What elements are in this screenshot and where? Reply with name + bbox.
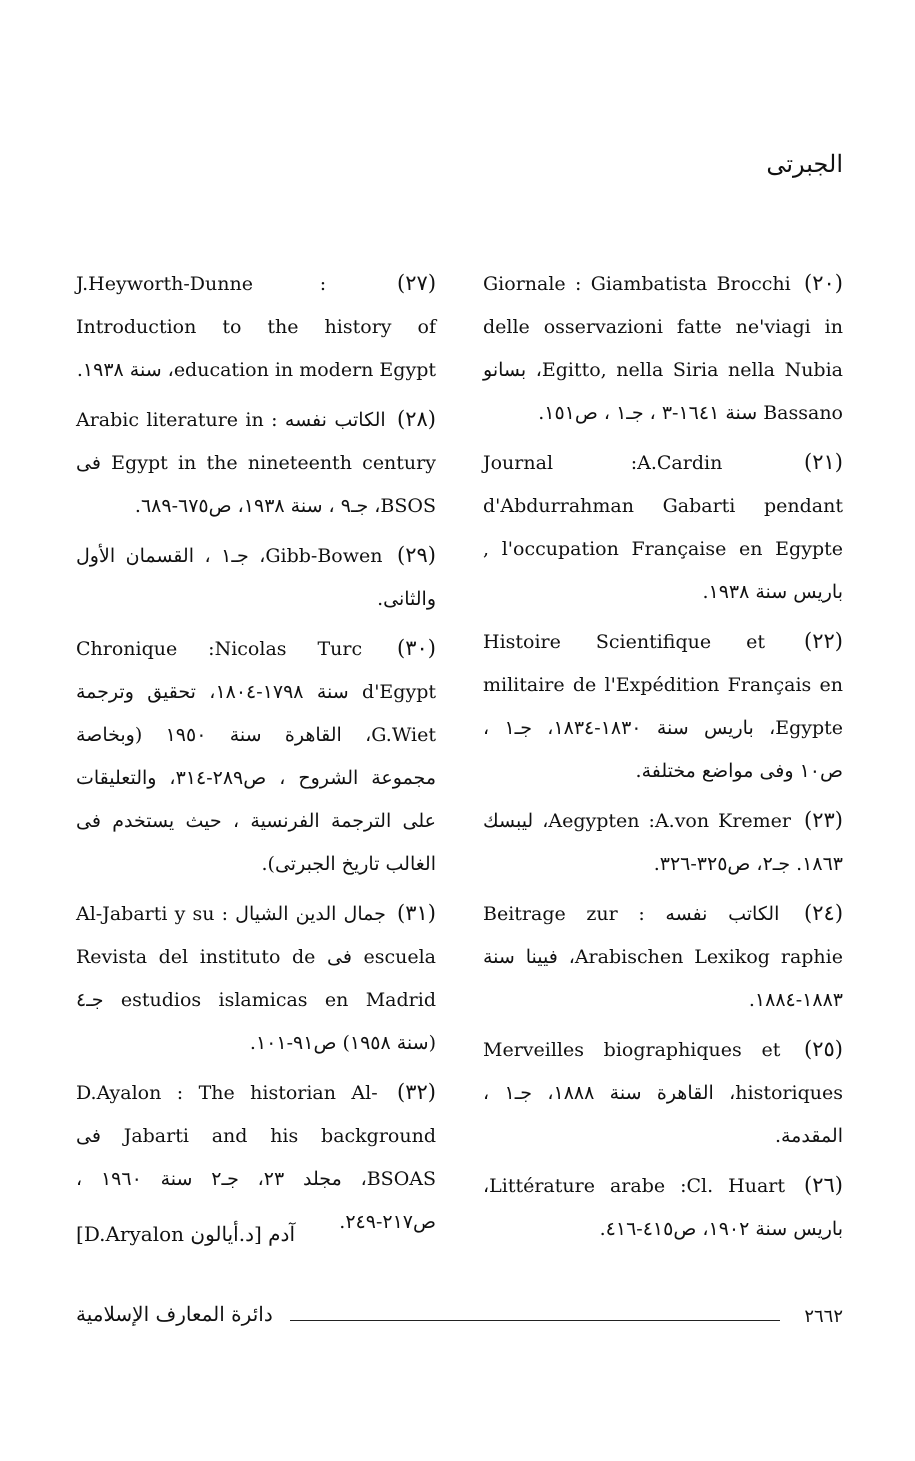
references-column-right: [483, 262, 843, 1257]
running-title: الجبرتى: [766, 150, 843, 178]
reference-item: [483, 1164, 843, 1251]
reference-text: Gibb-Bowen، جـ١ ، القسمان الأول والثانى.: [76, 545, 436, 610]
reference-text: Chronique :Nicolas Turc d'Egypt سنة ١٧٩٨-١٨٠٤، تحقيق وترجمة G.Wiet، القاهرة سنة ١٩٥٠ (وبخاصة مجموعة الشروح ، ص٢٨٩-٣١٤، والتعليقات على الترجمة الفرنسية ، حيث يستخدم فى الغالب تاريخ الجبرتى).: [76, 638, 437, 875]
reference-item: [483, 620, 843, 793]
reference-number: (٣١): [397, 901, 436, 925]
reference-text: الكاتب نفسه : Beitrage zur Arabischen Lexikog raphie، فيينا سنة ١٨٨٣-١٨٨٤.: [483, 903, 843, 1011]
reference-item: [483, 892, 843, 1022]
reference-item: [483, 262, 843, 435]
reference-item: [76, 534, 436, 621]
reference-text: Giornale : Giambatista Brocchi delle osservazioni fatte ne'viagi in Egitto, nella Siria nella Nubia، بسانو Bassano سنة ١٦٤١-٣ ، جـ١ ، ص١٥١.: [483, 273, 843, 424]
references-column-left: [76, 262, 436, 1250]
reference-item: [76, 262, 436, 392]
reference-item: [76, 398, 436, 528]
reference-item: [483, 1028, 843, 1158]
reference-text: جمال الدين الشيال : Al-Jabarti y su escuela فى Revista del instituto de estudios islamicas en Madrid جـ٤ (سنة ١٩٥٨) ص٩١-١٠١.: [76, 903, 436, 1054]
page-number: ٢٦٦٢: [804, 1306, 843, 1327]
reference-number: (٢٨): [397, 407, 436, 431]
reference-item: [483, 799, 843, 886]
reference-item: [483, 441, 843, 614]
reference-text: Aegypten :A.von Kremer، ليبسك ١٨٦٣. جـ٢، ص٣٢٥-٣٢٦.: [483, 810, 843, 875]
reference-number: (٢٤): [804, 901, 844, 925]
reference-text: الكاتب نفسه : Arabic literature in Egypt in the nineteenth century فى BSOS، جـ٩ ، سنة ١٩٣٨، ص٦٧٥-٦٨٩.: [76, 409, 436, 517]
reference-number: (٣٢): [397, 1080, 436, 1104]
reference-number: (٢١): [804, 450, 843, 474]
reference-number: (٢٩): [397, 543, 436, 567]
reference-number: (٣٠): [397, 636, 436, 660]
reference-item: [76, 627, 436, 886]
footer-publication-title: دائرة المعارف الإسلامية: [76, 1302, 273, 1326]
reference-item: [76, 1071, 436, 1244]
reference-text: J.Heyworth-Dunne : Introduction to the history of education in modern Egypt، سنة ١٩٣٨.: [76, 273, 436, 381]
reference-text: Merveilles biographiques et historiques، القاهرة سنة ١٨٨٨، جـ١ ، المقدمة.: [483, 1039, 843, 1147]
reference-number: (٢٢): [804, 629, 843, 653]
reference-number: (٢٥): [804, 1037, 843, 1061]
reference-text: Histoire Scientifique et militaire de l'Expédition Français en Egypte، باريس سنة ١٨٣٠-١٨٣٤، جـ١ ، ص١٠ وفى مواضع مختلفة.: [483, 631, 844, 782]
reference-item: [76, 892, 436, 1065]
footer-divider: [290, 1320, 780, 1321]
reference-text: Littérature arabe :Cl. Huart، باريس سنة ١٩٠٢، ص٤١٥-٤١٦.: [483, 1175, 843, 1240]
reference-number: (٢٧): [397, 271, 437, 295]
reference-number: (٢٠): [804, 271, 843, 295]
reference-number: (٢٣): [804, 808, 843, 832]
reference-text: Journal :A.Cardin d'Abdurrahman Gabarti pendant l'occupation Française en Egypte , باريس سنة ١٩٣٨.: [483, 452, 843, 603]
reference-number: (٢٦): [804, 1173, 843, 1197]
author-signature: آدم [د.أيالون D.Aryalon]: [76, 1222, 296, 1246]
reference-text: D.Ayalon : The historian Al-Jabarti and his background فى BSOAS، مجلد ٢٣، جـ٢ سنة ١٩٦٠ ، ص٢١٧-٢٤٩.: [76, 1082, 437, 1233]
